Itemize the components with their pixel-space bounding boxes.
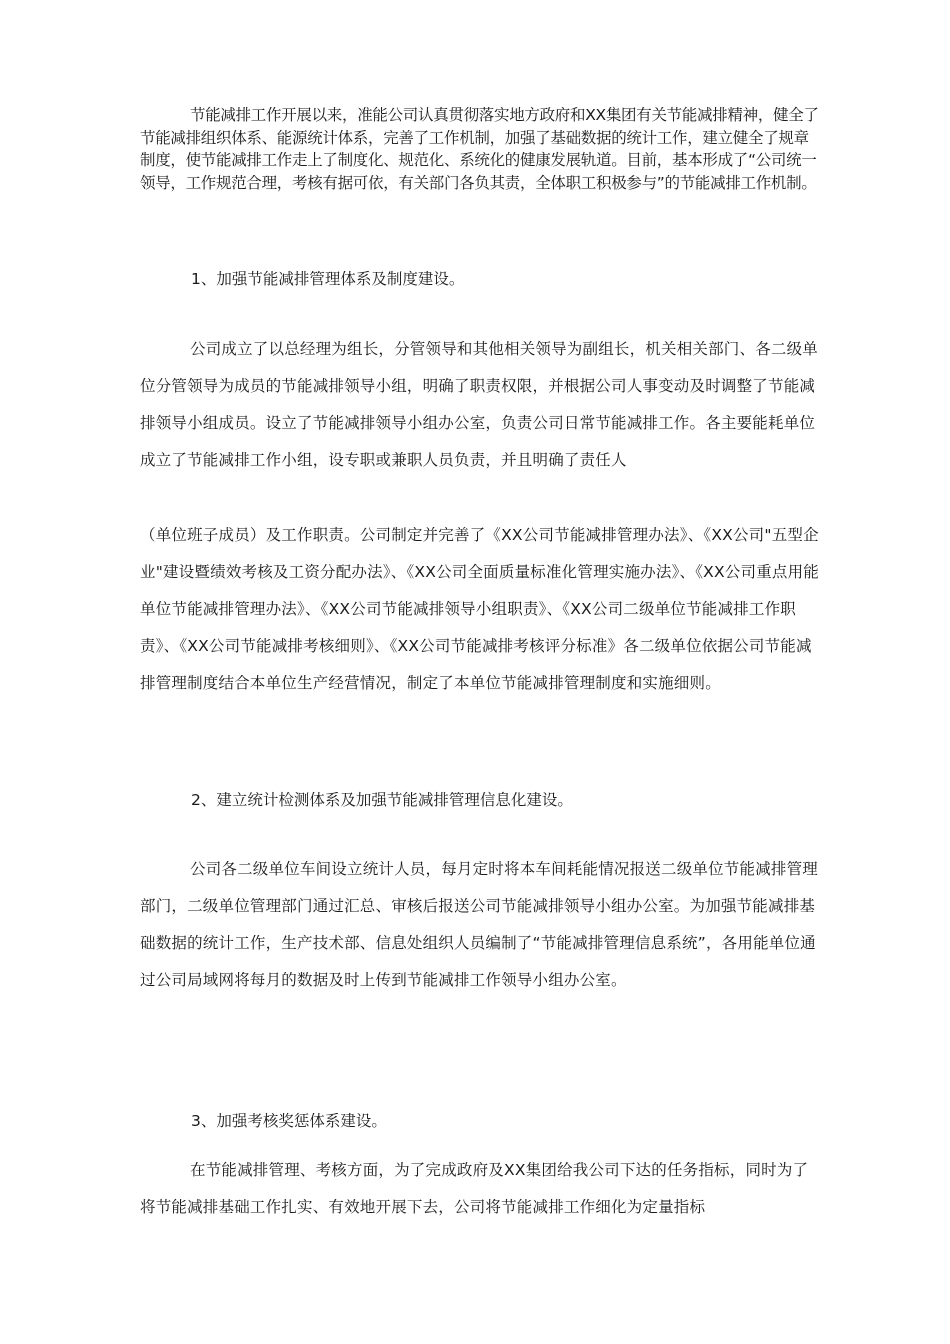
section-1-heading: 1、加强节能减排管理体系及制度建设。 <box>191 270 465 288</box>
section-3-paragraph: 在节能减排管理、考核方面，为了完成政府及XX集团给我公司下达的任务指标，同时为了将节能减排基础工作扎实、有效地开展下去，公司将节能减排工作细化为定量指标 <box>140 1161 809 1216</box>
section-1-paragraph: 公司成立了以总经理为组长，分管领导和其他相关领导为副组长，机关相关部门、各二级单位分管领导为成员的节能减排领导小组，明确了职责权限，并根据公司人事变动及时调整了节能减排领导小组成员。设立了节能减排领导小组办公室，负责公司日常节能减排工作。各主要能耗单位成立了节能减排工作小组，设专职或兼职人员负责，并且明确了责任人 <box>140 340 819 469</box>
section-1-paragraph-continued: （单位班子成员）及工作职责。公司制定并完善了《XX公司节能减排管理办法》、《XX公司"五型企业"建设暨绩效考核及工资分配办法》、《XX公司全面质量标准化管理实施办法》、《XX公司重点用能单位节能减排管理办法》、《XX公司节能减排领导小组职责》、《XX公司二级单位节能减排工作职责》、《XX公司节能减排考核细则》、《XX公司节能减排考核评分标准》各二级单位依据公司节能减排管理制度结合本单位生产经营情况，制定了本单位节能减排管理制度和实施细则。 <box>140 526 820 692</box>
section-3-heading: 3、加强考核奖惩体系建设。 <box>191 1112 387 1130</box>
section-2-heading: 2、建立统计检测体系及加强节能减排管理信息化建设。 <box>191 791 573 809</box>
section-2-paragraph: 公司各二级单位车间设立统计人员，每月定时将本车间耗能情况报送二级单位节能减排管理部门，二级单位管理部门通过汇总、审核后报送公司节能减排领导小组办公室。为加强节能减排基础数据的统计工作，生产技术部、信息处组织人员编制了“节能减排管理信息系统”，各用能单位通过公司局域网将每月的数据及时上传到节能减排工作领导小组办公室。 <box>140 860 819 989</box>
intro-paragraph: 节能减排工作开展以来，准能公司认真贯彻落实地方政府和XX集团有关节能减排精神，健全了节能减排组织体系、能源统计体系，完善了工作机制，加强了基础数据的统计工作，建立健全了规章制度，使节能减排工作走上了制度化、规范化、系统化的健康发展轨道。目前，基本形成了“公司统一领导，工作规范合理，考核有据可依，有关部门各负其责，全体职工积极参与”的节能减排工作机制。 <box>140 106 819 192</box>
